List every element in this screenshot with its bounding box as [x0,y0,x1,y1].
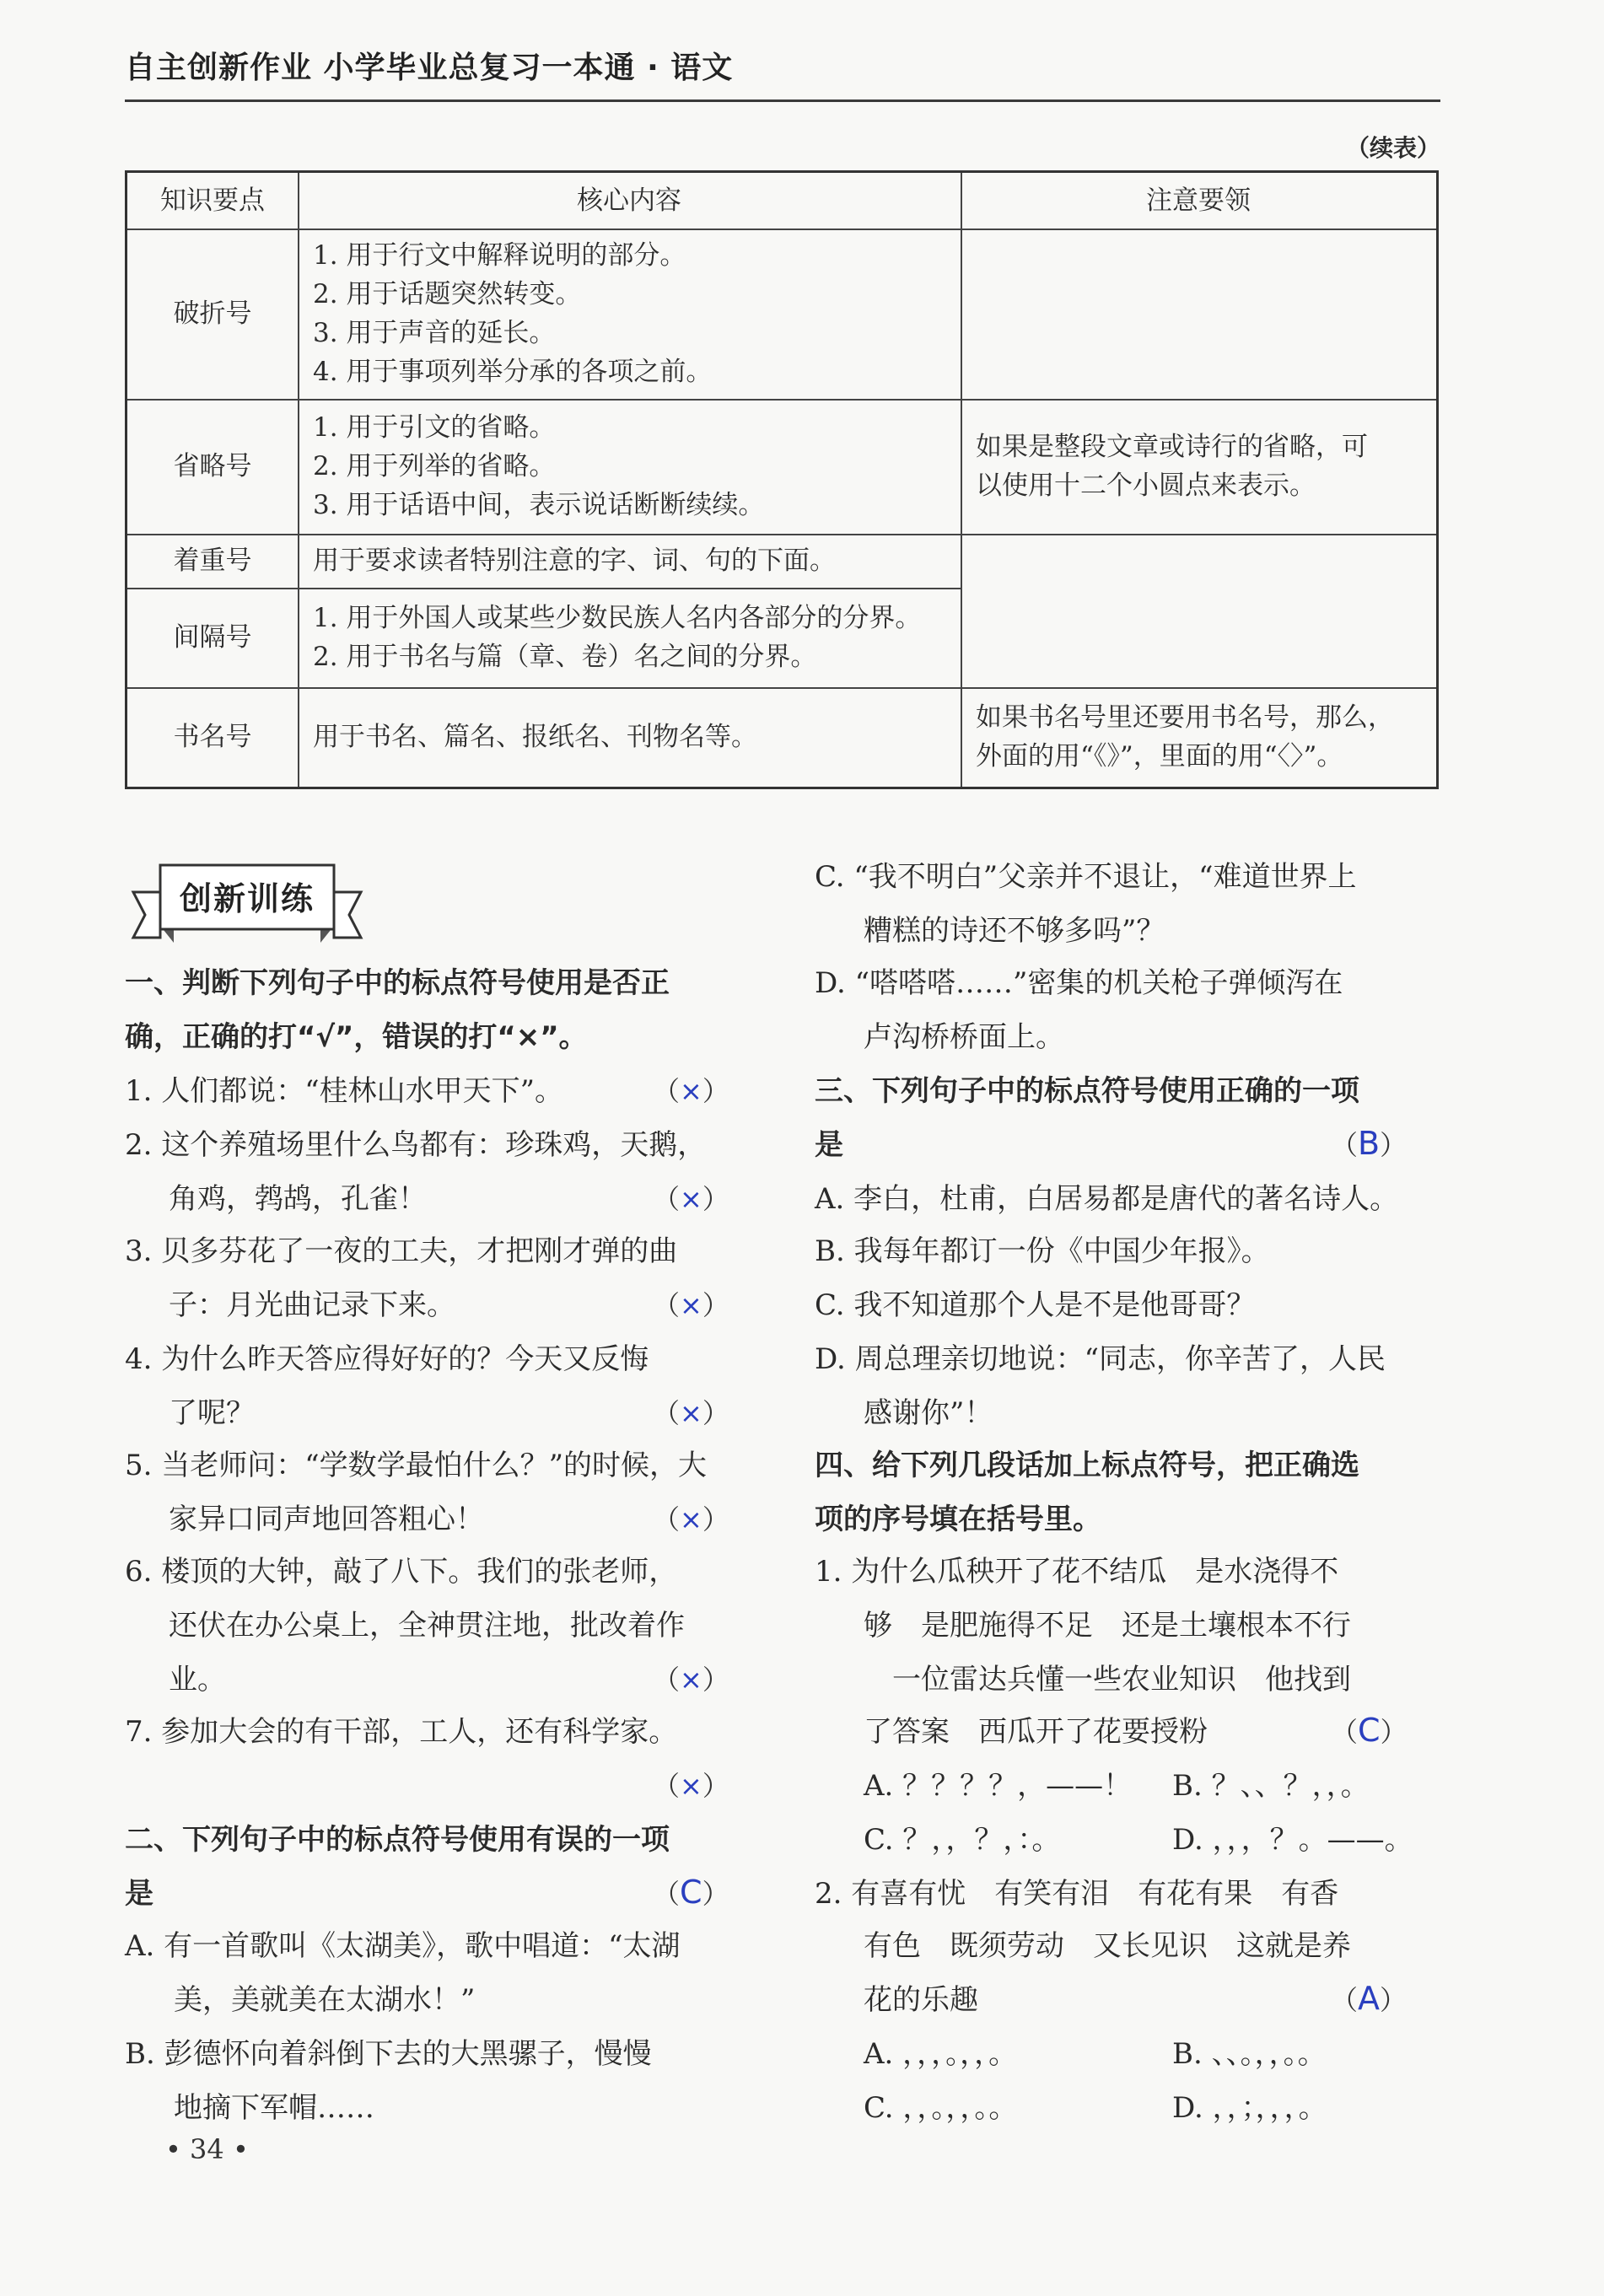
answer-mark: C [1358,1712,1381,1749]
content-line: 2. 用于书名与篇（章、卷）名之间的分界。 [313,642,817,672]
answer-paren: （B） [1331,1125,1408,1162]
question-line: 有色 既须劳动 又长见识 这就是养 [864,1929,1351,1963]
option-line: B. 、、。，，。。 [1172,2037,1327,2071]
answer-mark: × [680,1503,702,1535]
option-line: C. “我不明白”父亲并不退让，“难道世界上 [815,860,1357,894]
answer-paren: （×） [653,1664,729,1696]
row-content [298,229,961,399]
row-point: 省略号 [173,451,252,481]
option-line: A. ？？？？，——！ [864,1769,1133,1803]
book-title: 自主创新作业 小学毕业总复习一本通 · 语文 [125,51,734,85]
answer-paren: （A） [1331,1980,1408,2017]
question-line: 2. 有喜有忧 有笑有泪 有花有果 有香 [815,1877,1339,1911]
question-line: 4. 为什么昨天答应得好好的？今天又反悔 [125,1342,649,1376]
content-line: 用于书名、篇名、报纸名、刊物名等。 [313,722,757,752]
option-line: 美，美就美在太湖水！” [174,1983,476,2017]
section-banner [125,860,369,951]
question-line: 3. 贝多芬花了一夜的工夫，才把刚才弹的曲 [125,1234,678,1268]
question-line: 1. 为什么瓜秧开了花不结瓜 是水浇得不 [815,1555,1339,1589]
content-line: 1. 用于引文的省略。 [313,412,556,443]
question-line: 6. 楼顶的大钟，敲了八下。我们的张老师， [125,1555,678,1589]
row-note [961,687,1436,787]
question-line: 还伏在办公桌上，全神贯注地，批改着作 [169,1609,685,1643]
option-line: 卢沟桥桥面上。 [864,1020,1064,1054]
answer-mark: × [680,1075,702,1107]
header-point: 知识要点 [160,186,265,216]
header-content: 核心内容 [577,186,681,216]
section-2-title: 二、下列句子中的标点符号使用有误的一项 [125,1823,670,1857]
option-line: C. ？，，？，：。 [864,1823,1061,1857]
question-line: 够 是肥施得不足 还是土壤根本不行 [864,1609,1351,1643]
note-line: 如果书名号里还要用书名号，那么， [976,702,1394,733]
continued-label: （续表） [1345,134,1440,162]
row-point: 着重号 [173,546,252,576]
option-line: 地摘下军帽…… [174,2091,374,2125]
question-line: 角鸡，鹁鸪，孔雀！ [169,1182,427,1216]
answer-paren: （×） [653,1503,729,1535]
note-line: 如果是整段文章或诗行的省略，可 [976,432,1368,462]
row-point: 间隔号 [173,622,252,653]
answer-paren: （C） [1331,1712,1408,1749]
banner-label: 创新训练 [179,879,315,917]
question-line: 花的乐趣 [864,1983,978,2017]
page-header [125,39,1440,102]
option-line: A. 李白，杜甫，白居易都是唐代的著名诗人。 [815,1182,1399,1216]
option-line: D. ，，；，，，。 [1172,2091,1327,2125]
section-1-title: 一、判断下列句子中的标点符号使用是否正 [125,966,670,1000]
question-line: 1. 人们都说：“桂林山水甲天下”。 [125,1074,564,1108]
question-line: 了答案 西瓜开了花要授粉 [864,1715,1208,1749]
section-3-title: 是 [815,1128,843,1162]
answer-mark: × [680,1397,702,1429]
question-line: 一位雷达兵懂一些农业知识 他找到 [864,1663,1351,1696]
option-line: C. ，，。，，。。 [864,2091,1018,2125]
question-line: 2. 这个养殖场里什么鸟都有：珍珠鸡，天鹅， [125,1128,707,1162]
question-line: 家异口同声地回答粗心！ [169,1503,484,1536]
section-3-title: 三、下列句子中的标点符号使用正确的一项 [815,1074,1359,1108]
section-2-title: 是 [125,1877,153,1911]
section-4-title: 四、给下列几段话加上标点符号，把正确选 [815,1449,1359,1482]
option-line: D. ，，，？。——。 [1172,1823,1413,1857]
content-line: 1. 用于行文中解释说明的部分。 [313,240,686,271]
answer-paren: （×） [653,1183,729,1215]
answer-paren: （×） [653,1075,729,1107]
punctuation-table [125,170,1439,789]
answer-mark: × [680,1770,702,1802]
row-point: 书名号 [173,722,252,752]
answer-mark: B [1358,1125,1381,1162]
option-line: D. “嗒嗒嗒……”密集的机关枪子弹倾泻在 [815,966,1343,1000]
row-content [298,588,961,687]
row-content [298,687,961,787]
page-number: • 34 • [165,2133,249,2165]
answer-paren: （×） [653,1397,729,1429]
option-line: B. ？、、？，，。 [1172,1769,1370,1803]
note-line: 以使用十二个小圆点来表示。 [976,470,1316,501]
option-line: B. 我每年都订一份《中国少年报》。 [815,1234,1270,1268]
question-line: 子：月光曲记录下来。 [169,1288,455,1322]
row-note [961,399,1436,534]
option-line: A. 有一首歌叫《太湖美》，歌中唱道：“太湖 [125,1929,681,1963]
content-line: 用于要求读者特别注意的字、词、句的下面。 [313,546,836,576]
note-line: 外面的用“《》”，里面的用“〈〉”。 [976,741,1343,772]
option-line: D. 周总理亲切地说：“同志，你辛苦了，人民 [815,1342,1386,1376]
row-content [298,399,961,534]
header-notes: 注意要领 [1146,186,1251,216]
option-line: C. 我不知道那个人是不是他哥哥？ [815,1288,1256,1322]
section-4-title: 项的序号填在括号里。 [815,1503,1101,1536]
answer-paren: （×） [653,1770,729,1802]
content-line: 3. 用于话语中间，表示说话断断续续。 [313,490,765,520]
question-line: 业。 [169,1663,226,1696]
option-line: A. ，，，。，，。 [864,2037,1018,2071]
answer-mark: × [680,1183,702,1215]
answer-mark: × [680,1289,702,1321]
content-line: 1. 用于外国人或某些少数民族人名内各部分的分界。 [313,603,922,633]
content-line: 4. 用于事项列举分承的各项之前。 [313,357,713,387]
question-line: 了呢？ [169,1396,255,1430]
option-line: 感谢你”！ [864,1396,993,1430]
content-line: 3. 用于声音的延长。 [313,318,556,348]
row-point: 破折号 [173,298,252,329]
question-line: 5. 当老师问：“学数学最怕什么？”的时候，大 [125,1449,708,1482]
answer-paren: （C） [653,1874,729,1911]
content-line: 2. 用于列举的省略。 [313,451,556,481]
option-line: 糟糕的诗还不够多吗”？ [864,914,1165,948]
answer-mark: × [680,1664,702,1696]
section-1-title: 确，正确的打“√”，错误的打“×”。 [125,1020,588,1054]
row-content [298,534,961,588]
answer-mark: C [680,1874,702,1911]
answer-mark: A [1358,1980,1381,2017]
content-line: 2. 用于话题突然转变。 [313,279,582,309]
answer-paren: （×） [653,1289,729,1321]
question-line: 7. 参加大会的有干部，工人，还有科学家。 [125,1715,678,1749]
option-line: B. 彭德怀向着斜倒下去的大黑骡子，慢慢 [125,2037,652,2071]
